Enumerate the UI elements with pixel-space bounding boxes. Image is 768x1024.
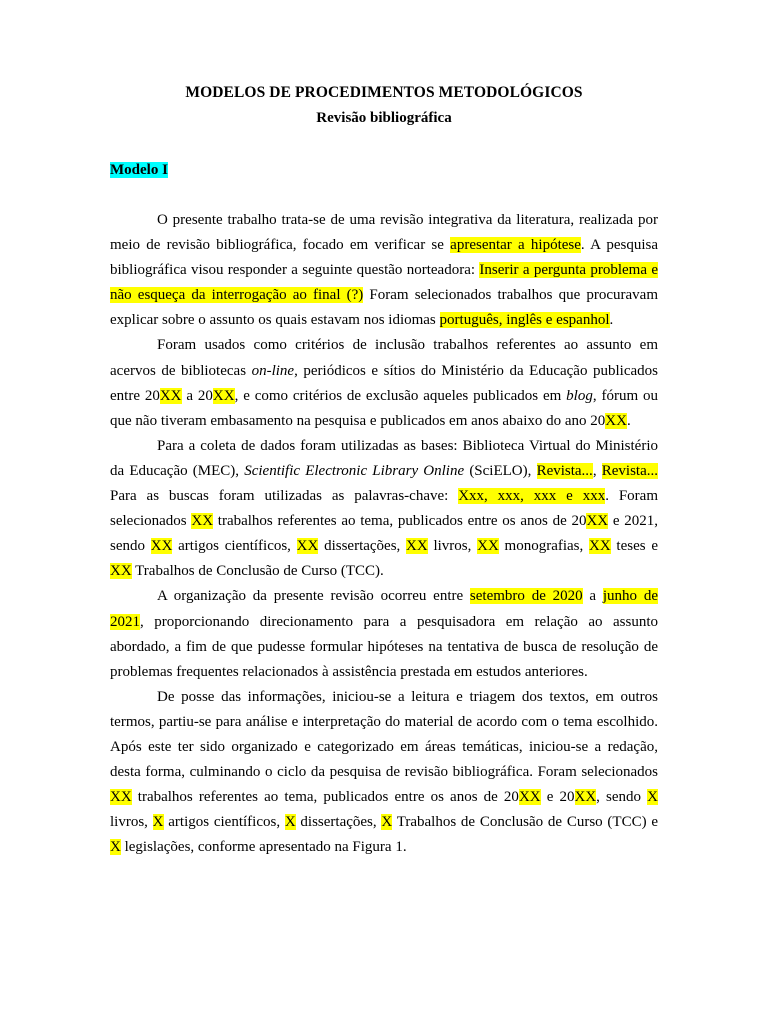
highlighted-placeholder: junho de 2021 [110, 588, 658, 630]
highlighted-placeholder: XX [406, 538, 428, 555]
paragraph-text: . [609, 312, 614, 329]
paragraph-text: Para as buscas foram utilizadas as palavras-chave: [110, 488, 459, 505]
highlighted-placeholder: XX [110, 563, 132, 580]
body-paragraph [110, 685, 658, 861]
highlighted-placeholder: XX [589, 538, 611, 555]
paragraph-text: . Foram selecionados [110, 488, 658, 530]
paragraph-text: trabalhos referentes ao tema, publicados entre os anos de 20 [213, 513, 587, 530]
paragraph-text: a [582, 588, 603, 605]
paragraph-text: , periódicos e sítios do Ministério da Educação publicados entre 20 [110, 362, 658, 404]
body-paragraph [110, 208, 658, 333]
highlighted-placeholder: português, inglês e espanhol [439, 312, 610, 329]
paragraph-text: Foram selecionados trabalhos que procuravam explicar sobre o assunto os quais estavam nos idiomas [110, 287, 658, 329]
paragraph-text: , fórum ou que não tiveram embasamento na pesquisa e publicados em anos abaixo do ano 20 [110, 387, 658, 429]
highlighted-placeholder: XX [212, 387, 235, 404]
paragraph-text: livros, [110, 814, 153, 831]
highlighted-placeholder: Revista... [536, 462, 593, 479]
highlighted-placeholder: XX [605, 412, 627, 429]
paragraph-text: artigos científicos, [163, 814, 285, 831]
paragraph-text: Trabalhos de Conclusão de Curso (TCC). [131, 563, 384, 580]
paragraph-text: Foram usados como critérios de inclusão trabalhos referentes ao assunto em acervos de bibliotecas [110, 337, 658, 379]
document-subtitle: Revisão bibliográfica [316, 110, 452, 126]
paragraph-text: artigos científicos, [172, 538, 297, 555]
paragraph-text: dissertações, [295, 814, 382, 831]
paragraph-text: trabalhos referentes ao tema, publicados entre os anos de 20 [131, 789, 519, 806]
highlighted-placeholder: XX [518, 789, 541, 806]
highlighted-placeholder: X [647, 789, 658, 806]
paragraph-text: e 20 [540, 789, 575, 806]
highlighted-placeholder: Revista... [601, 462, 658, 479]
highlighted-placeholder: apresentar a hipótese [450, 237, 581, 254]
highlighted-placeholder: X [284, 814, 296, 831]
paragraph-text: (SciELO), [464, 462, 537, 479]
document-title: MODELOS DE PROCEDIMENTOS METODOLÓGICOS [185, 84, 583, 101]
paragraph-text: Para a coleta de dados foram utilizadas as bases: Biblioteca Virtual do Ministério da Educação (MEC), [110, 437, 658, 479]
paragraph-text: , e como critérios de exclusão aqueles publicados em [234, 387, 567, 404]
paragraph-text: monografias, [498, 538, 590, 555]
highlighted-placeholder: XX [296, 538, 319, 555]
highlighted-placeholder: XX [191, 513, 214, 530]
paragraph-text: O presente trabalho trata-se de uma revisão integrativa da literatura, realizada por meio de revisão bibliográfica, focado em verificar se [110, 212, 658, 254]
highlighted-placeholder: XX [110, 789, 132, 806]
paragraph-text: A organização da presente revisão ocorreu entre [157, 588, 470, 605]
italic-text: Scientific Electronic Library Online [244, 462, 465, 479]
paragraph-text: , sendo [596, 789, 648, 806]
model-heading [110, 161, 168, 180]
paragraph-text: livros, [427, 538, 478, 555]
paragraph-text: . [626, 412, 631, 429]
paragraph-text: , proporcionando direcionamento para a pesquisadora em relação ao assunto abordado, a fim de que pudesse formular hipóteses na tentativa de busca de resolução de problemas frequentes relacionados à assistência prestada em estudos anteriores. [110, 613, 658, 680]
body-paragraph [110, 584, 658, 684]
body-paragraph [110, 333, 658, 433]
highlighted-placeholder: X [110, 839, 121, 856]
italic-text: blog [566, 387, 593, 404]
highlighted-placeholder: Inserir a pergunta problema e não esqueça da interrogação ao final (?) [110, 262, 658, 304]
highlighted-placeholder: XX [574, 789, 597, 806]
paragraph-text: a 20 [181, 387, 213, 404]
paragraph-text: e 2021, sendo [110, 513, 658, 555]
paragraph-text: teses e [610, 538, 658, 555]
highlighted-placeholder: XX [150, 538, 173, 555]
model-heading-label: Modelo I [110, 162, 168, 178]
paragraph-text: dissertações, [318, 538, 407, 555]
highlighted-placeholder: X [381, 814, 393, 831]
paragraph-text: , [592, 462, 602, 479]
highlighted-placeholder: Xxx, xxx, xxx e xxx [458, 488, 606, 505]
highlighted-placeholder: XX [477, 538, 499, 555]
body-paragraph [110, 434, 658, 585]
paragraph-text: . A pesquisa bibliográfica visou responder a seguinte questão norteadora: [110, 237, 658, 279]
italic-text: on-line [251, 362, 295, 379]
highlighted-placeholder: XX [586, 513, 609, 530]
paragraph-text: De posse das informações, iniciou-se a leitura e triagem dos textos, em outros termos, partiu-se para análise e interpretação do material de acordo com o tema escolhido. Após este ter sido organizado e categorizado em áreas temáticas, iniciou-se a redação, desta forma, culminando o ciclo da pesquisa de revisão bibliográfica. Foram selecionados [110, 688, 658, 781]
paragraph-text: Trabalhos de Conclusão de Curso (TCC) e [392, 814, 658, 831]
paragraph-text: legislações, conforme apresentado na Figura 1. [120, 839, 407, 856]
highlighted-placeholder: XX [159, 387, 182, 404]
highlighted-placeholder: setembro de 2020 [469, 588, 583, 605]
highlighted-placeholder: X [152, 814, 164, 831]
body-text [110, 208, 658, 860]
